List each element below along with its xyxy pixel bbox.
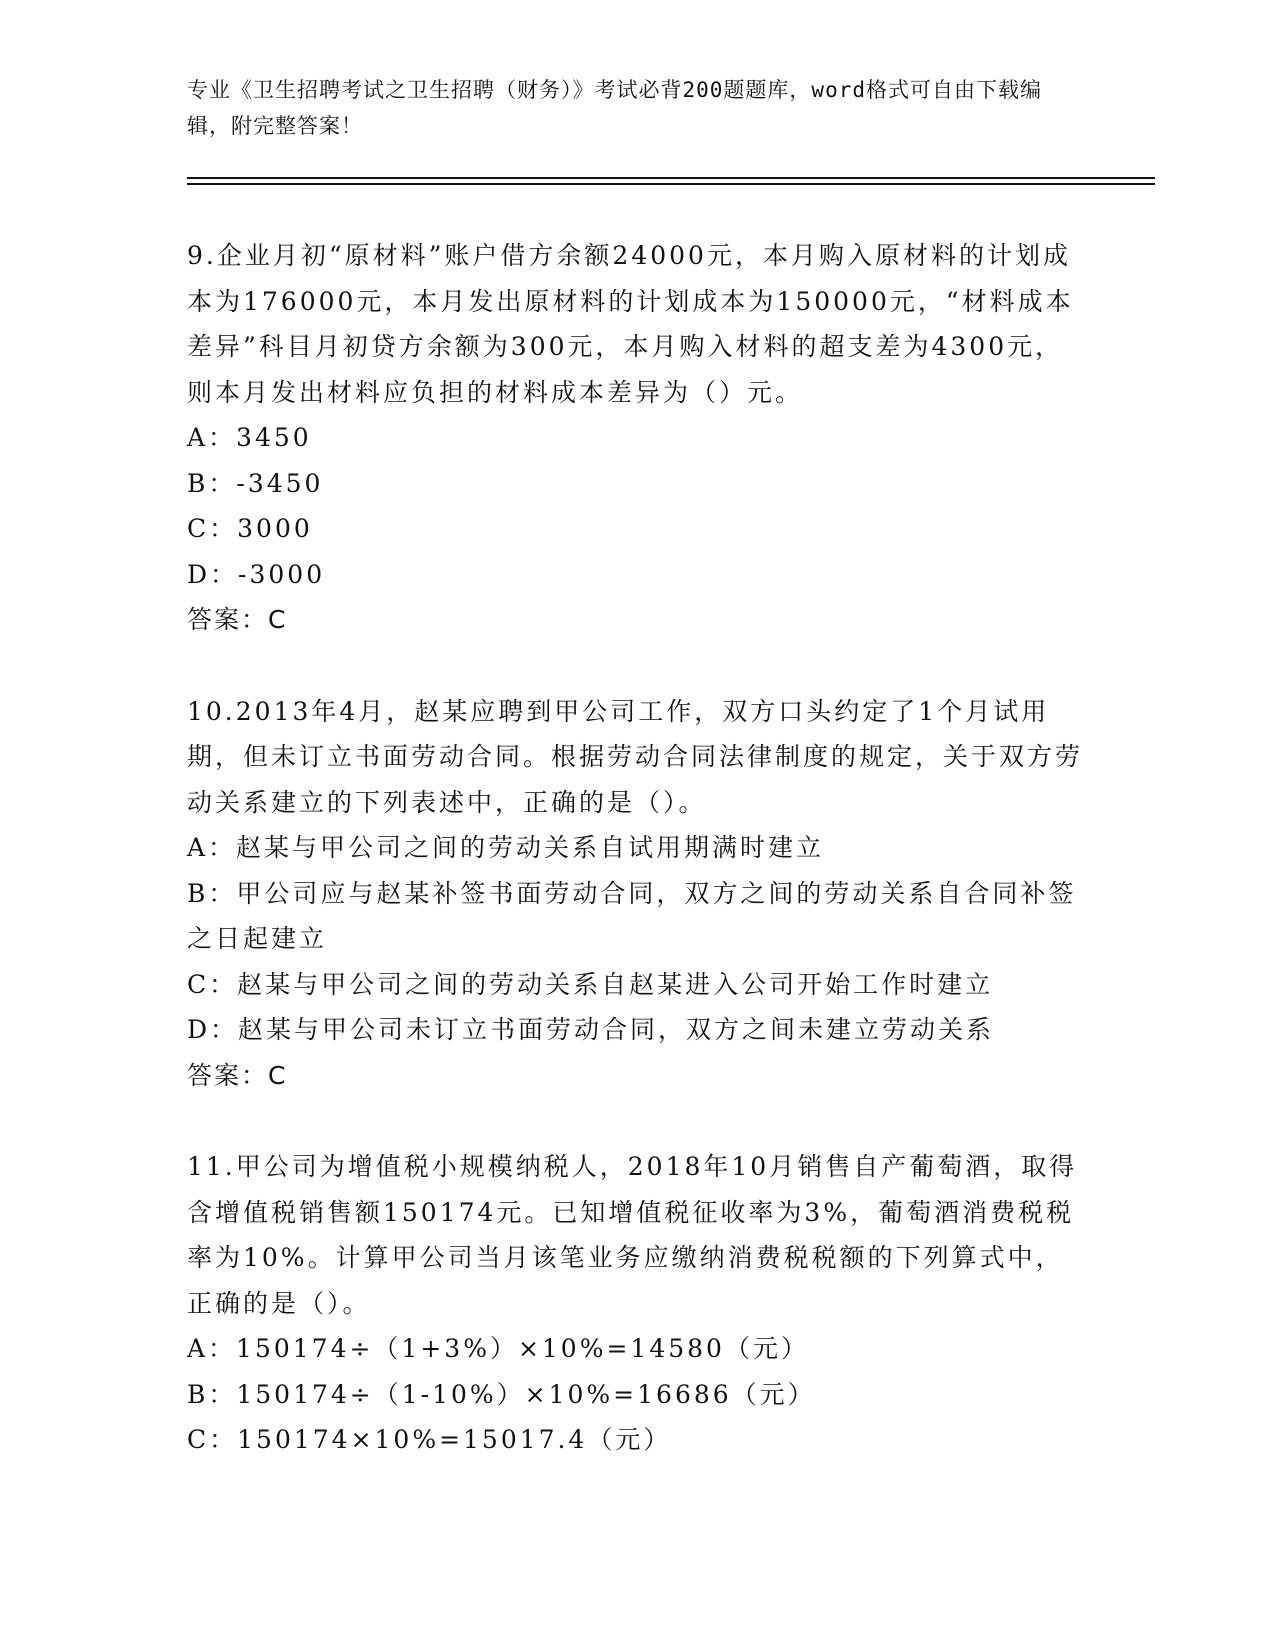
question-list (187, 233, 1087, 1509)
header-divider-bottom (187, 183, 1155, 185)
option-c: C：150174×10%=15017.4（元） (187, 1425, 672, 1454)
answer-label: 答案：C (187, 1060, 288, 1090)
question-11 (187, 1144, 1087, 1463)
question-stem: 11.甲公司为增值税小规模纳税人，2018年10月销售自产葡萄酒，取得含增值税销售额150174元。已知增值税征收率为3%，葡萄酒消费税税率为10%。计算甲公司当月该笔业务应缴纳消费税税额的下列算式中，正确的是（）。 (187, 1152, 1078, 1318)
header-divider-top (187, 177, 1155, 179)
option-b: B：150174÷（1-10%）×10%=16686（元） (187, 1379, 816, 1409)
answer-label: 答案：C (187, 605, 288, 634)
option-a: A：赵某与甲公司之间的劳动关系自试用期满时建立 (187, 833, 825, 862)
option-b: B：-3450 (187, 468, 324, 498)
question-stem: 10.2013年4月，赵某应聘到甲公司工作，双方口头约定了1个月试用期，但未订立书面劳动合同。根据劳动合同法律制度的规定，关于双方劳动关系建立的下列表述中，正确的是（）。 (187, 696, 1084, 817)
question-stem: 9.企业月初“原材料”账户借方余额24000元，本月购入原材料的计划成本为176000元，本月发出原材料的计划成本为150000元，“材料成本差异”科目月初贷方余额为300元，本月购入材料的超支差为4300元，则本月发出材料应负担的材料成本差异为（）元。 (187, 241, 1074, 407)
option-b: B：甲公司应与赵某补签书面劳动合同，双方之间的劳动关系自合同补签之日起建立 (187, 878, 1077, 953)
option-d: D：赵某与甲公司未订立书面劳动合同，双方之间未建立劳动关系 (187, 1015, 995, 1044)
option-c: C：赵某与甲公司之间的劳动关系自赵某进入公司开始工作时建立 (187, 969, 994, 999)
option-a: A：150174÷（1+3%）×10%=14580（元） (187, 1334, 809, 1363)
question-9 (187, 233, 1087, 643)
option-d: D：-3000 (187, 559, 326, 589)
option-c: C：3000 (187, 514, 313, 543)
question-10 (187, 689, 1087, 1099)
document-header: 专业《卫生招聘考试之卫生招聘（财务）》考试必背200题题库，word格式可自由下载编辑，附完整答案！ (187, 78, 1042, 138)
option-a: A：3450 (187, 423, 312, 452)
